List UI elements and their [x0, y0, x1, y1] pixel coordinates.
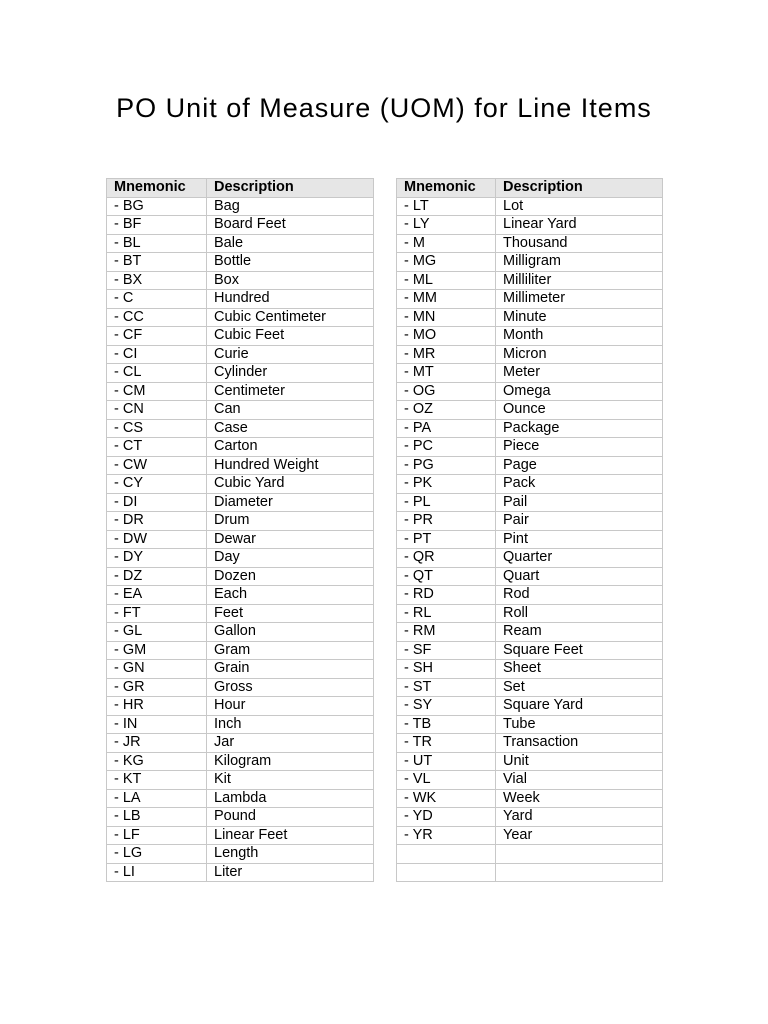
table-row: [107, 345, 374, 364]
mnemonic-cell: - BX: [107, 271, 207, 290]
table-row: [107, 697, 374, 716]
description-cell: Hundred Weight: [207, 456, 374, 475]
description-cell: Pack: [496, 475, 663, 494]
mnemonic-cell: - YD: [397, 808, 496, 827]
mnemonic-cell: - SF: [397, 641, 496, 660]
mnemonic-cell: - CM: [107, 382, 207, 401]
table-row: [397, 271, 663, 290]
mnemonic-cell: - YR: [397, 826, 496, 845]
description-cell: Jar: [207, 734, 374, 753]
mnemonic-cell: - DZ: [107, 567, 207, 586]
table-row: [107, 734, 374, 753]
mnemonic-cell: - QR: [397, 549, 496, 568]
mnemonic-cell: - DR: [107, 512, 207, 531]
description-cell: Page: [496, 456, 663, 475]
description-cell: Set: [496, 678, 663, 697]
mnemonic-cell: - CC: [107, 308, 207, 327]
description-cell: Month: [496, 327, 663, 346]
mnemonic-cell: - BG: [107, 197, 207, 216]
description-cell: Quart: [496, 567, 663, 586]
mnemonic-cell: [397, 863, 496, 882]
mnemonic-cell: - LG: [107, 845, 207, 864]
table-row: [397, 512, 663, 531]
table-row: [107, 604, 374, 623]
description-cell: [496, 863, 663, 882]
mnemonic-cell: - BF: [107, 216, 207, 235]
description-cell: Kit: [207, 771, 374, 790]
table-row: [107, 364, 374, 383]
table-row: [397, 456, 663, 475]
mnemonic-cell: - HR: [107, 697, 207, 716]
table-row: [107, 308, 374, 327]
mnemonic-cell: - LB: [107, 808, 207, 827]
description-cell: Bag: [207, 197, 374, 216]
description-cell: Milligram: [496, 253, 663, 272]
description-cell: Ounce: [496, 401, 663, 420]
description-cell: Transaction: [496, 734, 663, 753]
table-row: [397, 382, 663, 401]
description-cell: Day: [207, 549, 374, 568]
description-cell: Drum: [207, 512, 374, 531]
table-row: [107, 197, 374, 216]
description-cell: Pail: [496, 493, 663, 512]
mnemonic-cell: - JR: [107, 734, 207, 753]
description-cell: Dozen: [207, 567, 374, 586]
mnemonic-cell: - SY: [397, 697, 496, 716]
mnemonic-cell: - PG: [397, 456, 496, 475]
mnemonic-cell: - RM: [397, 623, 496, 642]
description-cell: Can: [207, 401, 374, 420]
table-row: [397, 438, 663, 457]
description-cell: Tube: [496, 715, 663, 734]
mnemonic-cell: - CF: [107, 327, 207, 346]
mnemonic-cell: - LI: [107, 863, 207, 882]
description-cell: Dewar: [207, 530, 374, 549]
mnemonic-cell: - MN: [397, 308, 496, 327]
description-cell: Gram: [207, 641, 374, 660]
table-row: [107, 623, 374, 642]
table-row: [397, 752, 663, 771]
mnemonic-cell: - C: [107, 290, 207, 309]
mnemonic-cell: - PR: [397, 512, 496, 531]
description-cell: Liter: [207, 863, 374, 882]
mnemonic-cell: - MM: [397, 290, 496, 309]
table-row: [397, 734, 663, 753]
description-cell: Lambda: [207, 789, 374, 808]
description-cell: Cubic Feet: [207, 327, 374, 346]
mnemonic-cell: - QT: [397, 567, 496, 586]
description-cell: Minute: [496, 308, 663, 327]
table-row: [397, 530, 663, 549]
description-cell: Sheet: [496, 660, 663, 679]
mnemonic-cell: - TR: [397, 734, 496, 753]
description-cell: Piece: [496, 438, 663, 457]
table-row: [397, 641, 663, 660]
table-row: [107, 438, 374, 457]
mnemonic-cell: - IN: [107, 715, 207, 734]
mnemonic-cell: - PL: [397, 493, 496, 512]
table-row: [107, 586, 374, 605]
mnemonic-cell: - LA: [107, 789, 207, 808]
mnemonic-cell: - DW: [107, 530, 207, 549]
table-row: [107, 401, 374, 420]
table-row: [397, 660, 663, 679]
description-cell: Roll: [496, 604, 663, 623]
table-row: [397, 863, 663, 882]
table-row: [397, 604, 663, 623]
table-row: [107, 808, 374, 827]
table-row: [397, 808, 663, 827]
table-row: [397, 364, 663, 383]
table-row: [397, 623, 663, 642]
description-cell: Cylinder: [207, 364, 374, 383]
mnemonic-cell: - FT: [107, 604, 207, 623]
mnemonic-cell: - BT: [107, 253, 207, 272]
description-cell: Gallon: [207, 623, 374, 642]
mnemonic-cell: - CS: [107, 419, 207, 438]
mnemonic-cell: - MT: [397, 364, 496, 383]
mnemonic-cell: - DY: [107, 549, 207, 568]
table-row: [397, 345, 663, 364]
table-row: [107, 512, 374, 531]
description-cell: Kilogram: [207, 752, 374, 771]
table-row: [397, 253, 663, 272]
table-row: [397, 234, 663, 253]
table-row: [397, 567, 663, 586]
table-row: [107, 419, 374, 438]
mnemonic-header: Mnemonic: [107, 179, 207, 198]
mnemonic-cell: - RD: [397, 586, 496, 605]
mnemonic-cell: - PK: [397, 475, 496, 494]
description-cell: [496, 845, 663, 864]
table-row: [397, 419, 663, 438]
description-cell: Lot: [496, 197, 663, 216]
description-cell: Each: [207, 586, 374, 605]
mnemonic-cell: [397, 845, 496, 864]
description-cell: Hour: [207, 697, 374, 716]
mnemonic-cell: - TB: [397, 715, 496, 734]
table-row: [107, 715, 374, 734]
table-row: [107, 530, 374, 549]
description-cell: Diameter: [207, 493, 374, 512]
description-cell: Unit: [496, 752, 663, 771]
description-cell: Bottle: [207, 253, 374, 272]
description-cell: Curie: [207, 345, 374, 364]
table-row: [107, 641, 374, 660]
mnemonic-cell: - CN: [107, 401, 207, 420]
mnemonic-cell: - UT: [397, 752, 496, 771]
table-row: [397, 771, 663, 790]
description-cell: Box: [207, 271, 374, 290]
table-row: [397, 475, 663, 494]
description-cell: Linear Yard: [496, 216, 663, 235]
table-header-row: [397, 179, 663, 198]
mnemonic-cell: - PC: [397, 438, 496, 457]
table-row: [107, 327, 374, 346]
table-row: [107, 493, 374, 512]
description-cell: Cubic Yard: [207, 475, 374, 494]
table-row: [107, 456, 374, 475]
table-row: [107, 382, 374, 401]
mnemonic-cell: - CY: [107, 475, 207, 494]
mnemonic-cell: - GL: [107, 623, 207, 642]
mnemonic-cell: - MG: [397, 253, 496, 272]
uom-table-left-body: [107, 197, 374, 882]
table-row: [107, 253, 374, 272]
table-header-row: [107, 179, 374, 198]
table-row: [397, 678, 663, 697]
description-cell: Bale: [207, 234, 374, 253]
mnemonic-cell: - ML: [397, 271, 496, 290]
description-cell: Gross: [207, 678, 374, 697]
description-cell: Omega: [496, 382, 663, 401]
description-cell: Rod: [496, 586, 663, 605]
description-cell: Feet: [207, 604, 374, 623]
description-cell: Linear Feet: [207, 826, 374, 845]
mnemonic-cell: - LT: [397, 197, 496, 216]
description-cell: Pound: [207, 808, 374, 827]
table-row: [107, 271, 374, 290]
mnemonic-cell: - BL: [107, 234, 207, 253]
mnemonic-header: Mnemonic: [397, 179, 496, 198]
mnemonic-cell: - MO: [397, 327, 496, 346]
description-cell: Cubic Centimeter: [207, 308, 374, 327]
description-header: Description: [496, 179, 663, 198]
mnemonic-cell: - RL: [397, 604, 496, 623]
description-cell: Length: [207, 845, 374, 864]
table-row: [397, 493, 663, 512]
table-row: [397, 308, 663, 327]
table-row: [107, 475, 374, 494]
description-cell: Case: [207, 419, 374, 438]
description-cell: Board Feet: [207, 216, 374, 235]
table-row: [397, 845, 663, 864]
mnemonic-cell: - EA: [107, 586, 207, 605]
description-cell: Square Feet: [496, 641, 663, 660]
description-cell: Thousand: [496, 234, 663, 253]
description-cell: Quarter: [496, 549, 663, 568]
table-row: [397, 197, 663, 216]
description-cell: Meter: [496, 364, 663, 383]
mnemonic-cell: - GR: [107, 678, 207, 697]
mnemonic-cell: - M: [397, 234, 496, 253]
description-cell: Package: [496, 419, 663, 438]
table-row: [107, 845, 374, 864]
uom-table-right-body: [397, 197, 663, 882]
mnemonic-cell: - KT: [107, 771, 207, 790]
uom-table-left: [106, 178, 374, 882]
table-row: [107, 789, 374, 808]
description-cell: Carton: [207, 438, 374, 457]
table-row: [397, 826, 663, 845]
table-row: [397, 401, 663, 420]
table-row: [397, 549, 663, 568]
table-row: [107, 290, 374, 309]
table-row: [107, 863, 374, 882]
table-row: [107, 549, 374, 568]
table-row: [397, 327, 663, 346]
description-cell: Vial: [496, 771, 663, 790]
mnemonic-cell: - LF: [107, 826, 207, 845]
mnemonic-cell: - SH: [397, 660, 496, 679]
mnemonic-cell: - MR: [397, 345, 496, 364]
description-cell: Pair: [496, 512, 663, 531]
table-row: [107, 752, 374, 771]
description-cell: Hundred: [207, 290, 374, 309]
uom-table-right: [396, 178, 663, 882]
description-cell: Inch: [207, 715, 374, 734]
description-cell: Millimeter: [496, 290, 663, 309]
mnemonic-cell: - CW: [107, 456, 207, 475]
mnemonic-cell: - VL: [397, 771, 496, 790]
table-row: [107, 567, 374, 586]
mnemonic-cell: - WK: [397, 789, 496, 808]
mnemonic-cell: - DI: [107, 493, 207, 512]
mnemonic-cell: - KG: [107, 752, 207, 771]
table-row: [397, 715, 663, 734]
mnemonic-cell: - CL: [107, 364, 207, 383]
page-title: PO Unit of Measure (UOM) for Line Items: [116, 93, 652, 123]
mnemonic-cell: - OG: [397, 382, 496, 401]
description-cell: Ream: [496, 623, 663, 642]
description-cell: Yard: [496, 808, 663, 827]
mnemonic-cell: - PT: [397, 530, 496, 549]
mnemonic-cell: - CT: [107, 438, 207, 457]
table-row: [107, 216, 374, 235]
description-cell: Grain: [207, 660, 374, 679]
description-cell: Week: [496, 789, 663, 808]
mnemonic-cell: - GM: [107, 641, 207, 660]
table-row: [107, 660, 374, 679]
table-row: [107, 234, 374, 253]
description-cell: Centimeter: [207, 382, 374, 401]
mnemonic-cell: - LY: [397, 216, 496, 235]
table-row: [397, 216, 663, 235]
mnemonic-cell: - ST: [397, 678, 496, 697]
table-row: [107, 678, 374, 697]
table-row: [107, 771, 374, 790]
description-header: Description: [207, 179, 374, 198]
mnemonic-cell: - OZ: [397, 401, 496, 420]
description-cell: Square Yard: [496, 697, 663, 716]
description-cell: Year: [496, 826, 663, 845]
description-cell: Milliliter: [496, 271, 663, 290]
table-row: [107, 826, 374, 845]
table-row: [397, 290, 663, 309]
description-cell: Pint: [496, 530, 663, 549]
table-row: [397, 789, 663, 808]
mnemonic-cell: - PA: [397, 419, 496, 438]
mnemonic-cell: - CI: [107, 345, 207, 364]
table-row: [397, 586, 663, 605]
table-row: [397, 697, 663, 716]
mnemonic-cell: - GN: [107, 660, 207, 679]
description-cell: Micron: [496, 345, 663, 364]
